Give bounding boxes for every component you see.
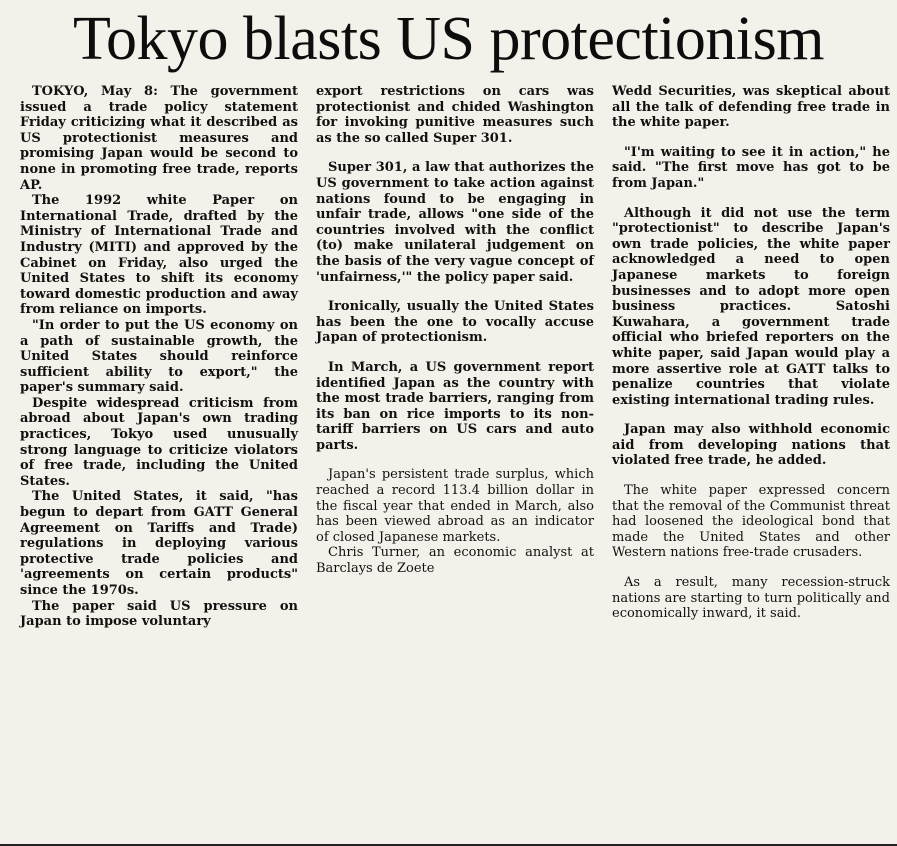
article-paragraph: The United States, it said, "has begun to depart from GATT General Agreement on Tariffs and Trade) regulations in deploying various protective trade policies and 'agreements on certain products" since the 1970s. (20, 489, 298, 598)
article-column-1 (20, 84, 298, 630)
article-paragraph: Wedd Securities, was skeptical about all the talk of defending free trade in the white paper. (612, 84, 890, 131)
article-column-2 (316, 84, 594, 577)
article-column-3 (612, 84, 890, 622)
article-paragraph: The 1992 white Paper on International Trade, drafted by the Ministry of International Trade and Industry (MITI) and approved by the Cabinet on Friday, also urged the United States to shift its economy toward domestic production and away from reliance on imports. (20, 193, 298, 318)
article-paragraph: Despite widespread criticism from abroad about Japan's own trading practices, Tokyo used unusually strong language to criticize violators of free trade, including the United States. (20, 395, 298, 489)
article-paragraph: Super 301, a law that authorizes the US government to take action against nations found to be engaging in unfair trade, allows "one side of the countries involved with the conflict (to) make unilateral judgement on the basis of the very vague concept of 'unfairness,'" the policy paper said. (316, 160, 594, 285)
headline: Tokyo blasts US protectionism (73, 5, 824, 73)
article-paragraph: "I'm waiting to see it in action," he said. "The first move has got to be from Japan." (612, 144, 890, 191)
article-paragraph: The paper said US pressure on Japan to impose voluntary (20, 598, 298, 630)
article-paragraph: Ironically, usually the United States has been the one to vocally accuse Japan of protectionism. (316, 299, 594, 346)
article-paragraph: As a result, many recession-struck nations are starting to turn politically and economically inward, it said. (612, 575, 890, 622)
article-paragraph: Japan's persistent trade surplus, which reached a record 113.4 billion dollar in the fiscal year that ended in March, also has been viewed abroad as an indicator of closed Japanese markets. (316, 467, 594, 545)
article-paragraph: "In order to put the US economy on a path of sustainable growth, the United States should reinforce sufficient ability to export," the paper's summary said. (20, 317, 298, 396)
article-paragraph: Japan may also withhold economic aid from developing nations that violated free trade, he added. (612, 422, 890, 469)
article-paragraph: Although it did not use the term "protectionist" to describe Japan's own trade policies, the white paper acknowledged a need to open Japanese markets to foreign businesses and to adopt more open business practices. Satoshi Kuwahara, a government trade official who briefed reporters on the white paper, said Japan would play a more assertive role at GATT talks to penalize countries that violate existing international trading rules. (612, 205, 890, 408)
article-paragraph: The white paper expressed concern that the removal of the Communist threat had loosened the ideological bond that made the United States and other Western nations free-trade crusaders. (612, 483, 890, 561)
article-paragraph: export restrictions on cars was protectionist and chided Washington for invoking punitive measures such as the so called Super 301. (316, 84, 594, 146)
article-paragraph: Chris Turner, an economic analyst at Barclays de Zoete (316, 545, 594, 577)
article-paragraph: TOKYO, May 8: The government issued a trade policy statement Friday criticizing what it described as US protectionist measures and promising Japan would be second to none in promoting free trade, reports AP. (20, 84, 298, 193)
article-paragraph: In March, a US government report identified Japan as the country with the most trade barriers, ranging from its ban on rice imports to its non-tariff barriers on US cars and auto parts. (316, 359, 594, 453)
